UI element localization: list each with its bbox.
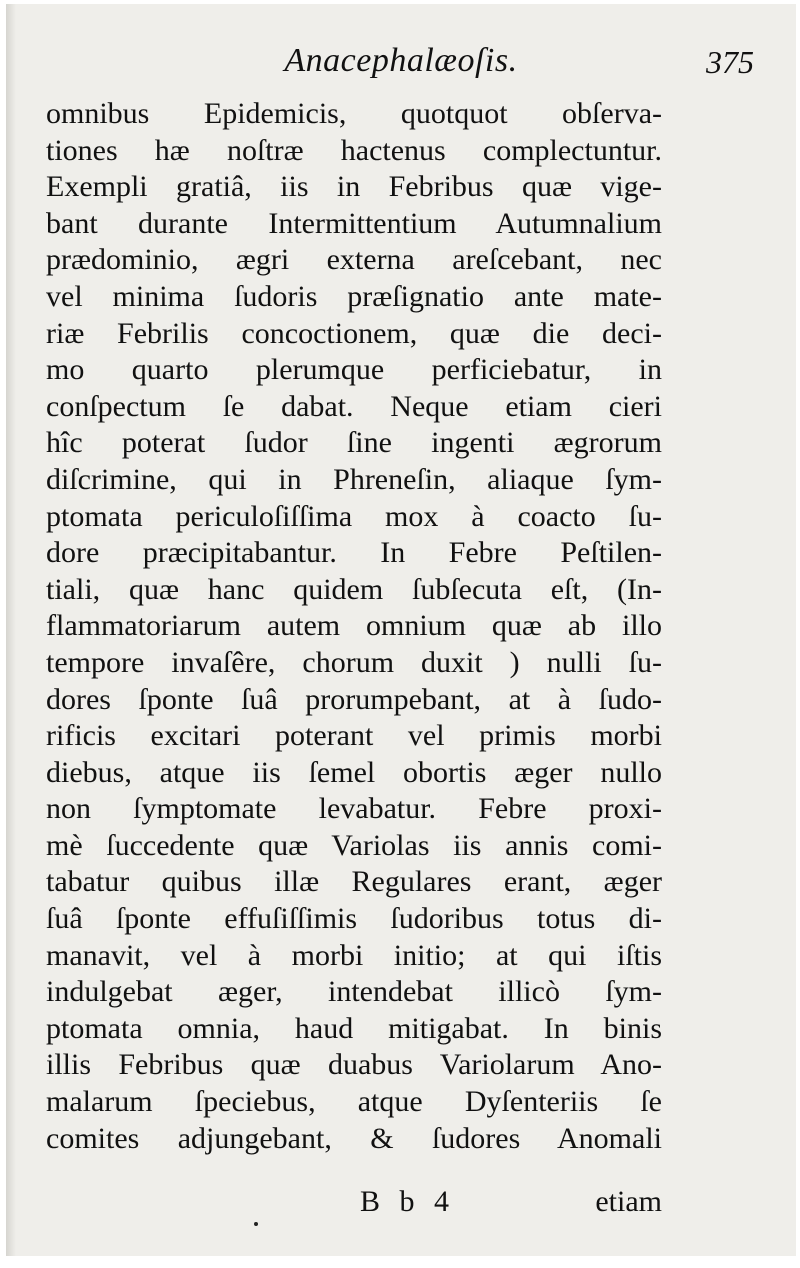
catchword: etiam [595, 1185, 662, 1218]
text-line: diebus, atque iis ſemel obortis æger nullo [46, 755, 662, 789]
text-line: hîc poterat ſudor ſine ingenti ægrorum [46, 426, 662, 460]
text-line: diſcrimine, qui in Phreneſin, aliaque ſym- [46, 462, 662, 496]
text-line: rificis excitari poterant vel primis morbi [46, 719, 662, 753]
body-text [46, 96, 662, 1157]
text-line: tabatur quibus illæ Regulares erant, æger [46, 865, 662, 899]
text-line: tempore invaſêre, chorum duxit ) nulli ſu- [46, 645, 662, 679]
text-line: mo quarto plerumque perficiebatur, in [46, 353, 662, 387]
page-footer [46, 1184, 662, 1220]
text-line: conſpectum ſe dabat. Neque etiam cieri [46, 389, 662, 423]
text-line: indulgebat æger, intendebat illicò ſym- [46, 975, 662, 1009]
text-line: prædominio, ægri externa areſcebant, nec [46, 243, 662, 277]
signature-mark: B b 4 [360, 1185, 456, 1218]
ink-speck [254, 1222, 258, 1226]
text-line: manavit, vel à morbi initio; at qui iſtis [46, 938, 662, 972]
text-line: bant durante Intermittentium Autumnalium [46, 206, 662, 240]
text-line: mè ſuccedente quæ Variolas iis annis comi- [46, 828, 662, 862]
text-line: Exempli gratiâ, iis in Febribus quæ vige- [46, 170, 662, 204]
text-line: riæ Febrilis concoctionem, quæ die deci- [46, 316, 662, 350]
text-line: ptomata omnia, haud mitigabat. In binis [46, 1011, 662, 1045]
text-line: tiones hæ noſtræ hactenus complectuntur. [46, 133, 662, 167]
text-line: ſuâ ſponte effuſiſſimis ſudoribus totus di- [46, 902, 662, 936]
text-line: illis Febribus quæ duabus Variolarum Ano- [46, 1048, 662, 1082]
text-line: vel minima ſudoris præſignatio ante mate- [46, 279, 662, 313]
text-line: ptomata periculoſiſſima mox à coacto ſu- [46, 499, 662, 533]
text-line: malarum ſpeciebus, atque Dyſenteriis ſe [46, 1085, 662, 1119]
page-gutter-shadow [6, 4, 16, 1256]
page-number: 375 [706, 44, 754, 80]
text-line: tiali, quæ hanc quidem ſubſecuta eſt, (In- [46, 572, 662, 606]
running-head: Anacephalæoſis. [284, 42, 518, 79]
text-line: dore præcipitabantur. In Febre Peſtilen- [46, 536, 662, 570]
text-line: non ſymptomate levabatur. Febre proxi- [46, 792, 662, 826]
text-line: dores ſponte ſuâ prorumpebant, at à ſudo- [46, 682, 662, 716]
text-line: flammatoriarum autem omnium quæ ab illo [46, 609, 662, 643]
book-page [6, 4, 796, 1256]
text-line: comites adjungebant, & ſudores Anomali [46, 1121, 662, 1155]
text-line: omnibus Epidemicis, quotquot obſerva- [46, 97, 662, 130]
